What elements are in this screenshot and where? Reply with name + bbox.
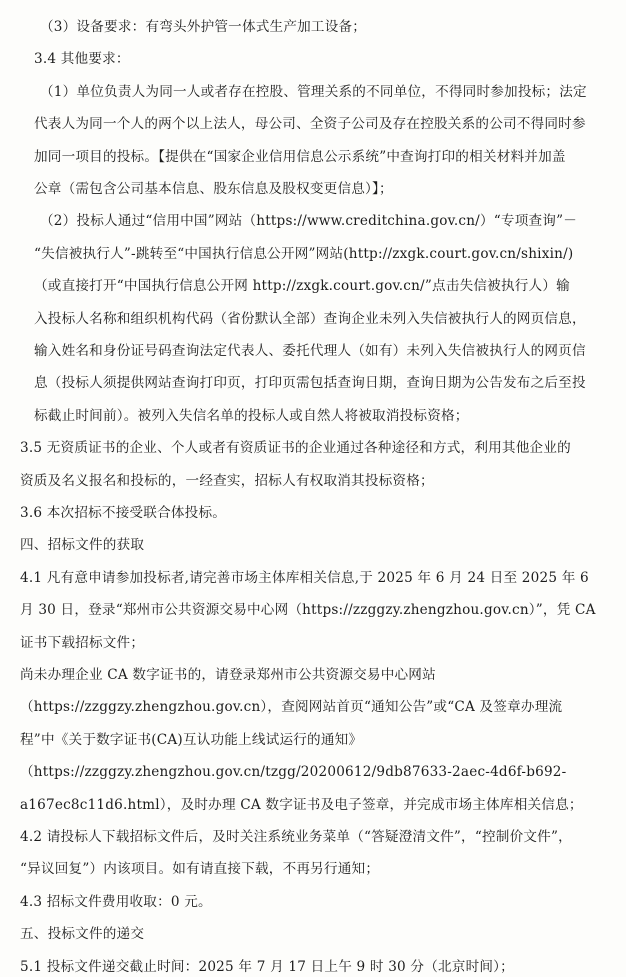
line-10: 入投标人名称和组织机构代码（省份默认全部）查询企业未列入失信被执行人的网页信息， [34, 310, 586, 327]
line-9: （或直接打开“中国执行信息公开网 http://zxgk.court.gov.cn/”点击失信被执行人）输 [34, 278, 570, 295]
line-22: （https://zzggzy.zhengzhou.gov.cn），查阅网站首页“通知公告”或“CA 及签章办理流 [20, 699, 563, 716]
line-8: “失信被执行人”-跳转至“中国执行信息公开网”网站(http://zxgk.court.gov.cn/shixin/) [34, 245, 574, 262]
line-16: 3.6 本次招标不接受联合体投标。 [20, 505, 227, 521]
line-13: 标截止时间前）。被列入失信名单的投标人或自然人将被取消投标资格； [34, 407, 469, 424]
line-20: 证书下载招标文件； [20, 634, 145, 651]
line-14: 3.5 无资质证书的企业、个人或者有资质证书的企业通过各种途径和方式，利用其他企业的 [20, 440, 571, 457]
section-heading-4: 四、招标文件的获取 [20, 537, 145, 554]
line-2: 3.4 其他要求： [34, 51, 130, 68]
line-27: “异议回复”）内该项目。如有请直接下载，不再另行通知； [20, 861, 380, 878]
line-15: 资质及名义报名和投标的，一经查实，招标人有权取消其投标资格； [20, 472, 434, 489]
line-28: 4.3 招标文件费用收取：0 元。 [20, 893, 212, 910]
line-26: 4.2 请投标人下载招标文件后，及时关注系统业务菜单（“答疑澄清文件”，“控制价文件”， [20, 829, 572, 845]
line-6: 公章（需包含公司基本信息、股东信息及股权变更信息）】； [34, 181, 393, 197]
line-25: a167ec8c11d6.html），及时办理 CA 数字证书及电子签章，并完成市场主体库相关信息； [20, 796, 583, 813]
line-19: 月 30 日，登录“郑州市公共资源交易中心网（https://zzggzy.zhengzhou.gov.cn）”，凭 CA [20, 602, 596, 619]
line-24: （https://zzggzy.zhengzhou.gov.cn/tzgg/20200612/9db87633-2aec-4d6f-b692- [20, 764, 567, 781]
line-18: 4.1 凡有意申请参加投标者,请完善市场主体库相关信息,于 2025 年 6 月 24 日至 2025 年 6 [20, 569, 589, 586]
line-5: 加同一项目的投标。【提供在“国家企业信用信息公示系统”中查询打印的相关材料并加盖 [34, 148, 566, 165]
section-heading-5: 五、投标文件的递交 [20, 926, 145, 943]
line-21: 尚未办理企业 CA 数字证书的，请登录郑州市公共资源交易中心网站 [20, 667, 436, 683]
line-7: （2）投标人通过“信用中国”网站（https://www.creditchina.gov.cn/）“专项查询”－ [40, 213, 578, 230]
line-30: 5.1 投标文件递交截止时间：2025 年 7 月 17 日上午 9 时 30 分（北京时间）； [20, 958, 514, 975]
line-4: 代表人为同一个人的两个以上法人，母公司、全资子公司及存在控股关系的公司不得同时参 [34, 116, 586, 133]
line-1: （3）设备要求：有弯头外护管一体式生产加工设备； [40, 19, 367, 35]
line-3: （1）单位负责人为同一人或者存在控股、管理关系的不同单位，不得同时参加投标；法定 [40, 83, 587, 100]
line-12: 息（投标人须提供网站查询打印页，打印页需包括查询日期，查询日期为公告发布之后至投 [34, 375, 586, 392]
line-11: 输入姓名和身份证号码查询法定代表人、委托代理人（如有）未列入失信被执行人的网页信 [34, 343, 586, 359]
line-23: 程”中《关于数字证书(CA)互认功能上线试运行的通知》 [20, 731, 363, 748]
